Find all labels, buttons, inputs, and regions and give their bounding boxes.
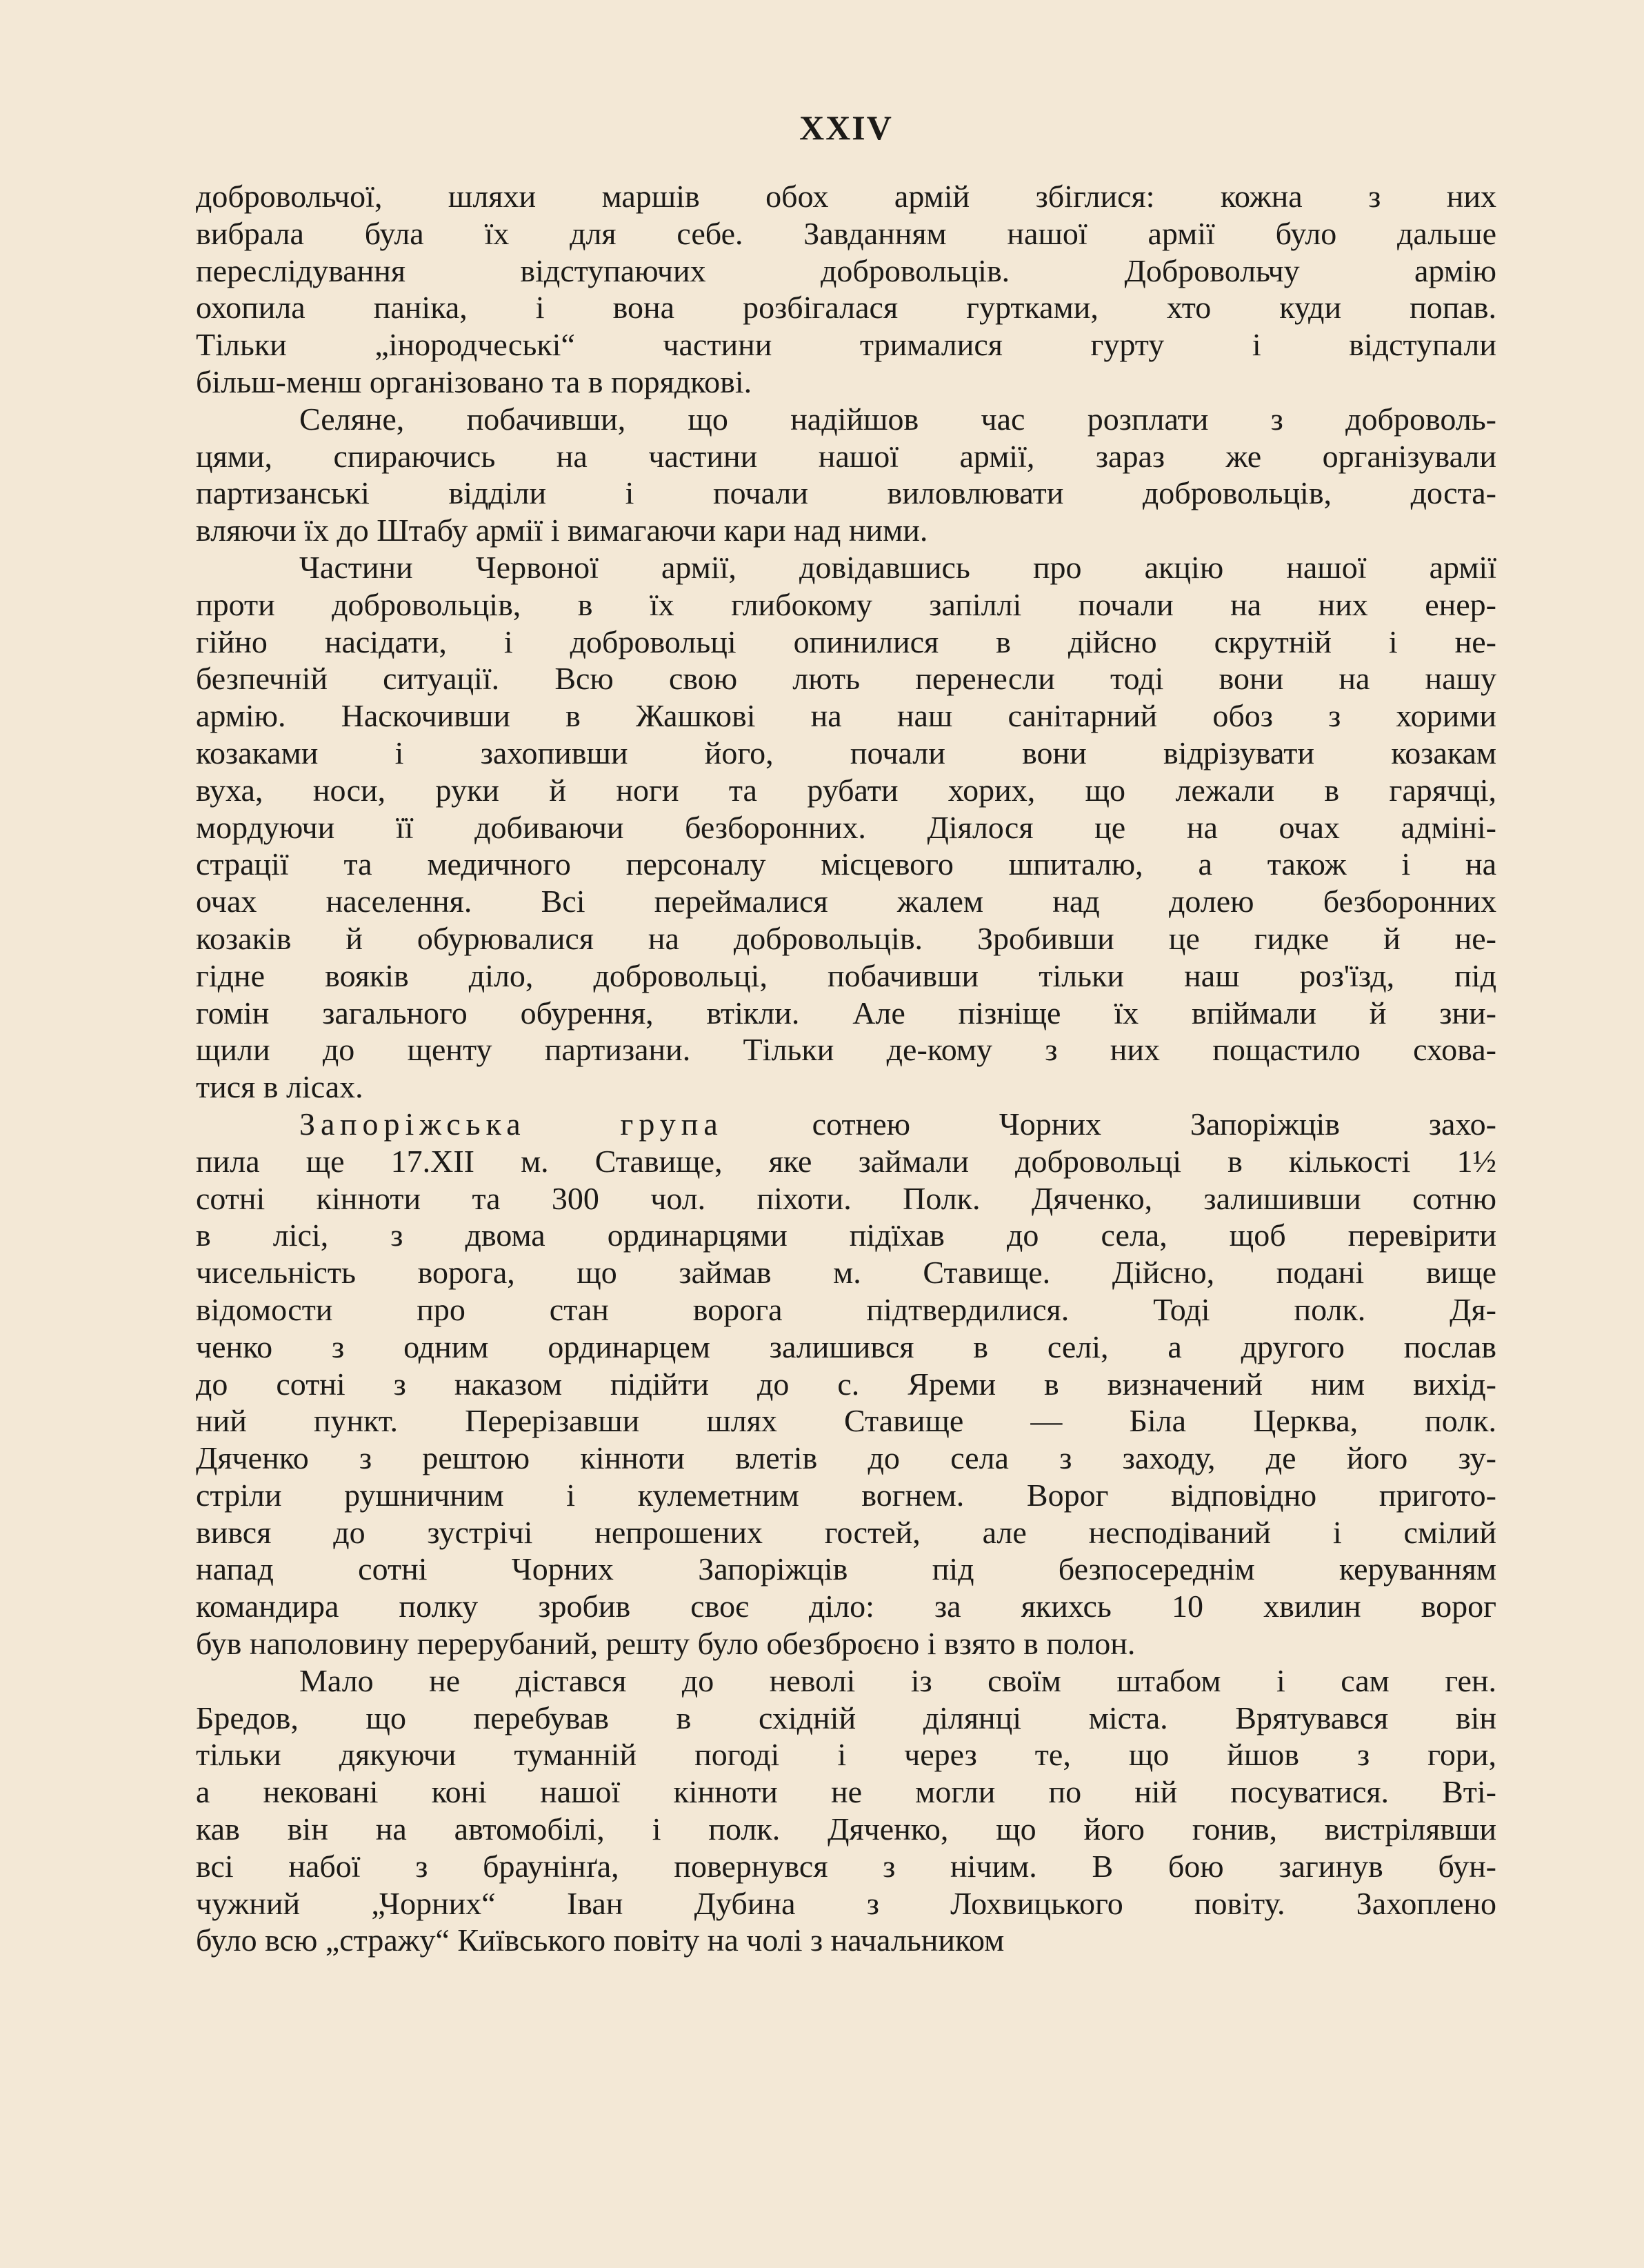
text-line: проти добровольців, в їх глибокому запіллі почали на них енер- (196, 586, 1496, 622)
text-line: Запоріжська група сотнею Чорних Запоріжців захо- (299, 1106, 1497, 1142)
text-line: гідне вояків діло, добровольці, побачивши тільки наш роз'їзд, під (196, 957, 1496, 993)
text-line: страції та медичного персоналу місцевого шпиталю, а також і на (196, 846, 1496, 882)
text-line: в лісі, з двома ординарцями підїхав до села, щоб перевірити (196, 1217, 1496, 1253)
text-line: стріли рушничним і кулеметним вогнем. Ворог відповідно пригото- (196, 1477, 1496, 1513)
paragraph (196, 401, 1496, 549)
text-line: цями, спираючись на частини нашої армії, зараз же організували (196, 438, 1496, 474)
text-line: вляючи їх до Штабу армії і вимагаючи кари над ними. (196, 513, 928, 548)
text-line: напад сотні Чорних Запоріжців під безпосереднім керуванням (196, 1551, 1496, 1587)
page-number: XXIV (799, 108, 893, 147)
text-line: козаками і захопивши його, почали вони відрізувати козакам (196, 735, 1496, 770)
text-line: ний пункт. Перерізавши шлях Ставище — Біла Церква, полк. (196, 1403, 1496, 1439)
text-line: переслідування відступаючих добровольців. Добровольчу армію (196, 252, 1496, 288)
text-line: безпечній ситуації. Всю свою лють перенесли тоді вони на нашу (196, 661, 1496, 697)
body-text (196, 178, 1496, 1959)
text-line: Бредов, що перебував в східній ділянці міста. Врятувався він (196, 1700, 1496, 1735)
text-line: охопила паніка, і вона розбігалася гуртками, хто куди попав. (196, 290, 1496, 326)
text-line: тися в лісах. (196, 1069, 363, 1105)
text-line: кав він на автомобілі, і полк. Дяченко, що його гонив, вистрілявши (196, 1811, 1496, 1847)
text-line: відомости про стан ворога підтвердилися. Тоді полк. Дя- (196, 1291, 1496, 1327)
text-line: добровольчої, шляхи маршів обох армій збіглися: кожна з них (196, 179, 1496, 214)
text-line: Мало не дістався до неволі із своїм штабом і сам ген. (299, 1662, 1496, 1698)
text-line: вуха, носи, руки й ноги та рубати хорих, що лежали в гарячці, (196, 772, 1496, 808)
text-line: до сотні з наказом підійти до с. Яреми в визначений ним вихід- (196, 1366, 1496, 1402)
text-line: вибрала була їх для себе. Завданням нашої армії було дальше (196, 215, 1496, 251)
text-line: сотні кінноти та 300 чол. піхоти. Полк. Дяченко, залишивши сотню (196, 1180, 1496, 1216)
paragraph (196, 549, 1496, 1106)
paragraph (196, 178, 1496, 401)
text-line: мордуючи її добиваючи безборонних. Діялося це на очах адміні- (196, 809, 1496, 845)
text-line: тільки дякуючи туманній погоді і через те, що йшов з гори, (196, 1737, 1496, 1773)
text-line: чужний „Чорних“ Іван Дубина з Лохвицького повіту. Захоплено (196, 1885, 1496, 1921)
text-line: пила ще 17.XII м. Ставище, яке займали добровольці в кількості 1½ (196, 1143, 1496, 1179)
text-line: Частини Червоної армії, довідавшись про акцію нашої армії (299, 549, 1496, 585)
paragraph (196, 1662, 1496, 1959)
text-line: щили до щенту партизани. Тільки де-кому з них пощастило схова- (196, 1032, 1496, 1068)
text-line: очах населення. Всі переймалися жалем над долею безборонних (196, 884, 1496, 919)
text-line: а нековані коні нашої кінноти не могли по ній посуватися. Вті- (196, 1774, 1496, 1810)
text-line: армію. Наскочивши в Жашкові на наш санітарний обоз з хорими (196, 698, 1496, 734)
text-line: гомін загального обурення, втікли. Але пізніще їх впіймали й зни- (196, 995, 1496, 1031)
text-line: Дяченко з рештою кінноти влетів до села з заходу, де його зу- (196, 1440, 1496, 1476)
text-line: ченко з одним ординарцем залишився в селі, а другого послав (196, 1329, 1496, 1364)
text-line: було всю „стражу“ Київського повіту на чолі з начальником (196, 1922, 1005, 1958)
text-line: Тільки „інородчеські“ частини трималися гурту і відступали (196, 327, 1496, 363)
text-line: козаків й обурювалися на добровольців. Зробивши це гидке й не- (196, 920, 1496, 956)
text-line: чисельність ворога, що займав м. Ставище. Дійсно, подані вище (196, 1255, 1496, 1291)
text-line: вився до зустрічі непрошених гостей, але несподіваний і смілий (196, 1514, 1496, 1550)
text-line: Селяне, побачивши, що надійшов час розплати з доброволь- (299, 401, 1496, 437)
text-line: всі набої з браунінґа, повернувся з нічим. В бою загинув бун- (196, 1848, 1496, 1884)
document-page (196, 110, 1496, 1959)
text-line: партизанські відділи і почали виловлювати добровольців, доста- (196, 475, 1496, 511)
text-line: гійно насідати, і добровольці опинилися в дійсно скрутній і не- (196, 624, 1496, 659)
text-line: командира полку зробив своє діло: за якихсь 10 хвилин ворог (196, 1589, 1496, 1624)
text-line: був наполовину перерубаний, решту було обезброєно і взято в полон. (196, 1626, 1136, 1662)
paragraph (196, 1106, 1496, 1662)
text-line: більш-менш організовано та в порядкові. (196, 364, 752, 399)
